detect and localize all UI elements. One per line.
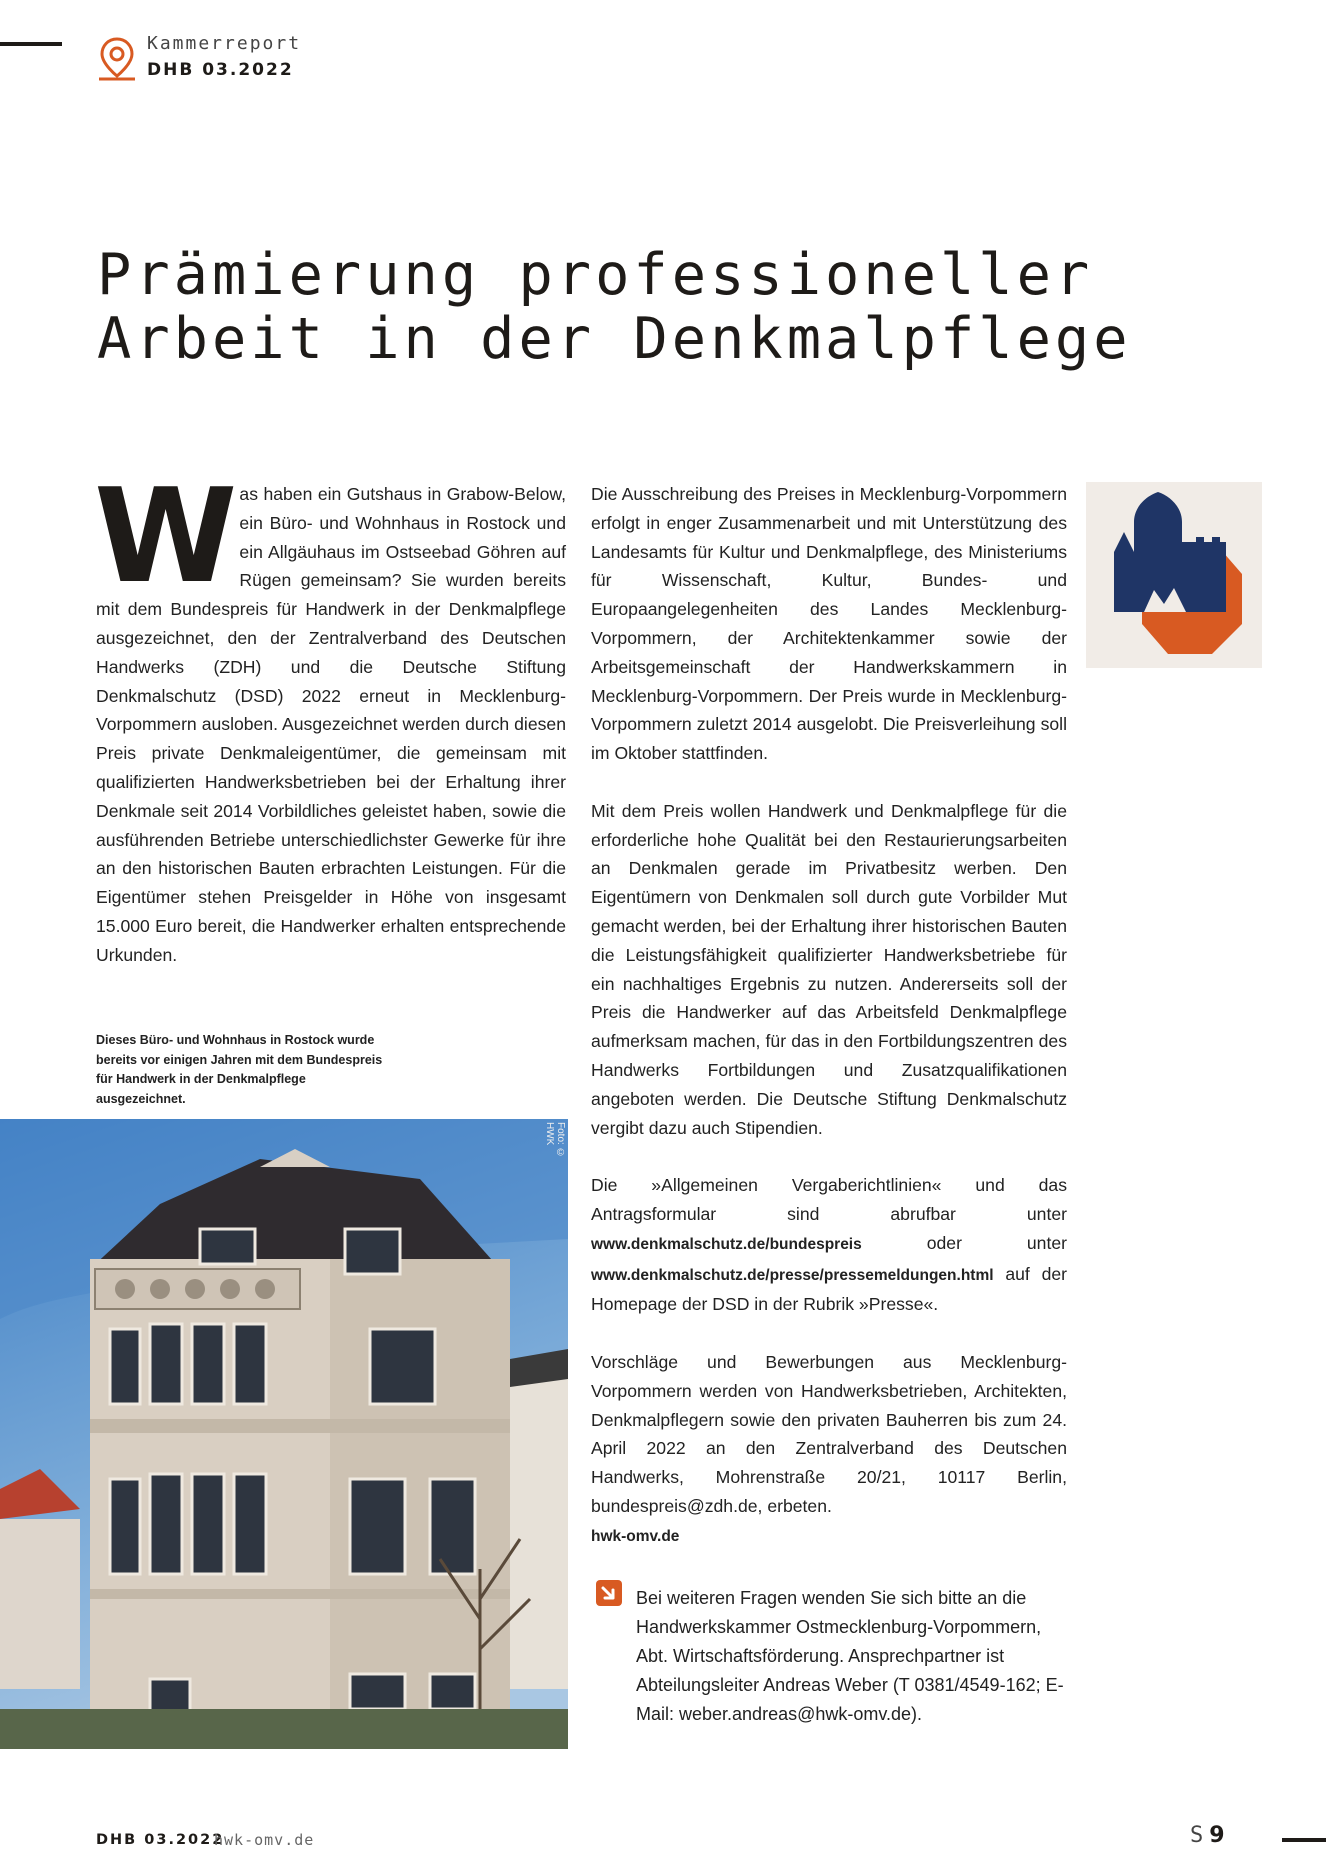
- photo-credit: Foto: © HWK: [544, 1122, 566, 1159]
- link-bundespreis[interactable]: www.denkmalschutz.de/bundespreis: [591, 1235, 862, 1253]
- title-line-1: Prämierung professioneller: [97, 242, 1094, 308]
- link-pressemeldungen[interactable]: www.denkmalschutz.de/presse/pressemeldungen.html: [591, 1266, 994, 1284]
- section-kicker: Kammerreport: [147, 33, 302, 54]
- paragraph-vergaberichtlinien: Die »Allgemeinen Vergaberichtlinien« und das Antragsformular sind abrufbar unter www.denkmalschutz.de/bundespreis oder unter www.denkmalschutz.de/presse/pressemeldungen.html auf der Homepage der DSD in der Rubrik »Presse«.: [591, 1175, 1067, 1315]
- contact-info: Bei weiteren Fragen wenden Sie sich bitte an die Handwerkskammer Ostmecklenburg-Vorpommern, Abt. Wirtschaftsförderung. Ansprechpartner ist Abteilungsleiter Andreas Weber (T 0381/4549-162; E-Mail: weber.andreas@hwk-omv.de).: [636, 1588, 1064, 1724]
- footer-url[interactable]: hwk-omv.de: [214, 1831, 315, 1849]
- article-column-left: [94, 460, 566, 970]
- title-line-2: Arbeit in der Denkmalpflege: [97, 306, 1132, 372]
- bottom-right-rule: [1282, 1838, 1326, 1842]
- building-photo: [0, 1119, 568, 1749]
- article-column-middle: [591, 480, 1067, 1580]
- issue-label: DHB 03.2022: [147, 60, 294, 80]
- top-left-rule: [0, 42, 62, 46]
- paragraph-ziel: Mit dem Preis wollen Handwerk und Denkmalpflege für die erforderliche hohe Qualität bei den Restaurierungsarbeiten an Denkmalen gerade im Privatbesitz werben. Den Eigentümern von Denkmalen soll durch gute Vorbilder Mut gemacht werden, bei der Erhaltung ihrer historischen Bauten die Leistungsfähigkeit qualifizierter Handwerksbetriebe für ein nachhaltiges Ergebnis zu nutzen. Andererseits soll der Preis die Handwerker auf das Arbeitsfeld Denkmalpflege aufmerksam machen, für das in den Fortbildungszentren des Handwerks Fortbildungen und Zusatzqualifikationen angeboten werden. Die Deutsche Stiftung Denkmalschutz vergibt dazu auch Stipendien.: [591, 800, 1067, 1138]
- paragraph-ausschreibung: Die Ausschreibung des Preises in Mecklenburg-Vorpommern erfolgt in enger Zusammenarbeit und mit Unterstützung des Landesamts für Kultur und Denkmalpflege, des Ministeriums für Wissenschaft, Kultur, Bundes- und Europaangelegenheiten des Landes Mecklenburg-Vorpommern, der Architektenkammer sowie der Arbeitsgemeinschaft der Handwerkskammern in Mecklenburg-Vorpommern. Der Preis wurde in Mecklenburg-Vorpommern zuletzt 2014 ausgelobt. Die Preisverleihung soll im Oktober stattfinden.: [591, 484, 1067, 764]
- paragraph-bewerbungen: Vorschläge und Bewerbungen aus Mecklenburg-Vorpommern werden von Handwerksbetrieben, Architekten, Denkmalpflegern sowie den privaten Bauherren bis zum 24. April 2022 an den Zentralverband des Deutschen Handwerks, Mohrenstraße 20/21, 10117 Berlin, bundespreis@zdh.de, erbeten.: [591, 1351, 1067, 1516]
- page-number: S 9: [1190, 1823, 1225, 1848]
- intro-paragraph: as haben ein Gutshaus in Grabow-Below, ein Büro- und Wohnhaus in Rostock und ein Allgäuhaus im Ostseebad Göhren auf Rügen gemeinsam? Sie wurden bereits mit dem Bundespreis für Handwerk in der Denkmalpflege ausgezeichnet, den der Zentralverband des Deutschen Handwerks (ZDH) und die Deutsche Stiftung Denkmalschutz (DSD) 2022 erneut in Mecklenburg-Vorpommern ausloben. Ausgezeichnet werden durch diesen Preis private Denkmaleigentümer, die gemeinsam mit qualifizierten Handwerksbetrieben bei der Erhaltung ihrer Denkmale seit 2014 Vorbildliches geleistet haben, sowie die ausführenden Betriebe unterschiedlichster Gewerke für ihre an den historischen Bauten erbrachten Leistungen. Für die Eigentümer stehen Preisgelder in Höhe von insgesamt 15.000 Euro bereit, die Handwerker erhalten entsprechende Urkunden.: [96, 484, 566, 965]
- arrow-down-right-icon: [596, 1580, 622, 1606]
- location-pin-icon: [97, 36, 137, 82]
- source-link[interactable]: hwk-omv.de: [591, 1527, 680, 1545]
- article-title: [97, 243, 1197, 371]
- drop-cap: W: [94, 460, 230, 612]
- photo-caption: Dieses Büro- und Wohnhaus in Rostock wurde bereits vor einigen Jahren mit dem Bundespreis für Handwerk in der Denkmalpflege ausgezeichnet.: [96, 1033, 383, 1106]
- denkmalpflege-logo: [1086, 482, 1262, 668]
- footer-issue: DHB 03.2022: [96, 1832, 225, 1848]
